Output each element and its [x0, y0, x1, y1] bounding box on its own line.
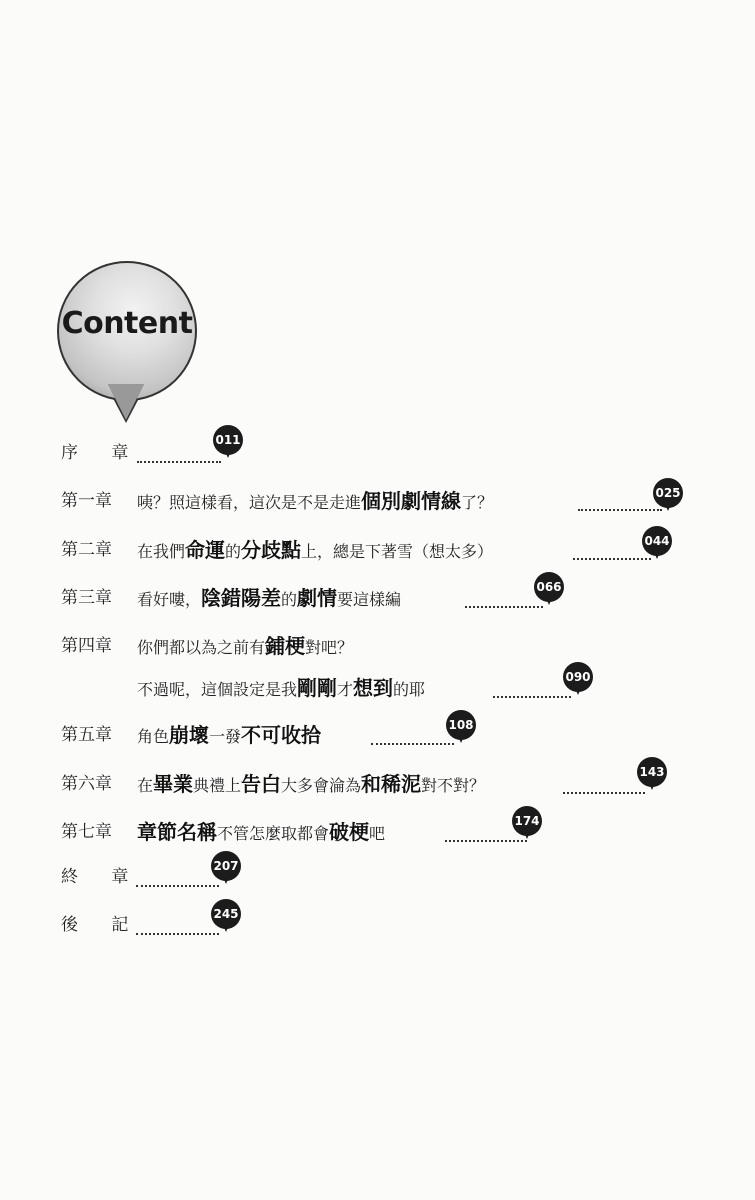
page-badge: 044	[642, 526, 672, 556]
page-badge: 245	[211, 899, 241, 929]
toc-row-chapter-5[interactable]	[0, 720, 755, 750]
chapter-label: 第二章	[61, 540, 112, 560]
leader-dots	[563, 788, 645, 794]
toc-row-chapter-4-cont[interactable]	[0, 670, 755, 703]
page-badge: 090	[563, 662, 593, 692]
page-badge: 108	[446, 710, 476, 740]
leader-dots	[465, 602, 543, 608]
toc-row-afterword[interactable]	[0, 907, 755, 940]
chapter-label: 第四章	[61, 636, 112, 656]
leader-dots	[136, 881, 219, 887]
leader-dots	[445, 836, 527, 842]
chapter-label: 第三章	[61, 588, 112, 608]
toc-row-chapter-6[interactable]	[0, 765, 755, 799]
chapter-label: 第五章	[61, 725, 112, 745]
leader-dots	[493, 692, 571, 698]
toc-row-chapter-3[interactable]	[0, 580, 755, 613]
chapter-title: 你們都以為之前有鋪梗對吧？	[137, 634, 354, 658]
toc-row-chapter-1[interactable]	[0, 486, 755, 516]
chapter-title: 角色崩壞一發不可收拾	[137, 723, 322, 747]
page-title: Content	[61, 306, 193, 341]
page-badge: 143	[637, 757, 667, 787]
chapter-title: 看好嘍，陰錯陽差的劇情要這樣編	[137, 586, 402, 610]
chapter-label: 終 章	[61, 867, 143, 887]
page-badge: 207	[211, 851, 241, 881]
chapter-label: 第六章	[61, 774, 112, 794]
page-badge: 174	[512, 806, 542, 836]
toc-row-prologue[interactable]	[0, 433, 755, 468]
chapter-title: 不過呢，這個設定是我剛剛才想到的耶	[137, 676, 426, 700]
speech-bubble-tail	[108, 384, 144, 420]
leader-dots	[136, 929, 219, 935]
chapter-label: 第七章	[61, 822, 112, 842]
page-badge: 066	[534, 572, 564, 602]
toc-row-chapter-7[interactable]	[0, 814, 755, 847]
chapter-title: 在畢業典禮上告白大多會淪為和稀泥對不對？	[137, 772, 486, 796]
chapter-title: 章節名稱不管怎麼取都會破梗吧	[137, 820, 386, 844]
toc-row-chapter-4[interactable]	[0, 631, 755, 661]
leader-dots	[371, 739, 454, 745]
chapter-title: 在我們命運的分歧點上，總是下著雪（想太多）	[137, 538, 494, 562]
leader-dots	[573, 554, 651, 560]
chapter-label: 序 章	[61, 443, 143, 463]
leader-dots	[137, 457, 221, 463]
leader-dots	[578, 505, 662, 511]
page-badge: 025	[653, 478, 683, 508]
chapter-label: 後 記	[61, 915, 143, 935]
page-badge: 011	[213, 425, 243, 455]
chapter-title: 咦？照這樣看，這次是不是走進個別劇情線了？	[137, 489, 494, 513]
toc-row-chapter-2[interactable]	[0, 535, 755, 565]
chapter-label: 第一章	[61, 491, 112, 511]
toc-row-epilogue[interactable]	[0, 859, 755, 892]
